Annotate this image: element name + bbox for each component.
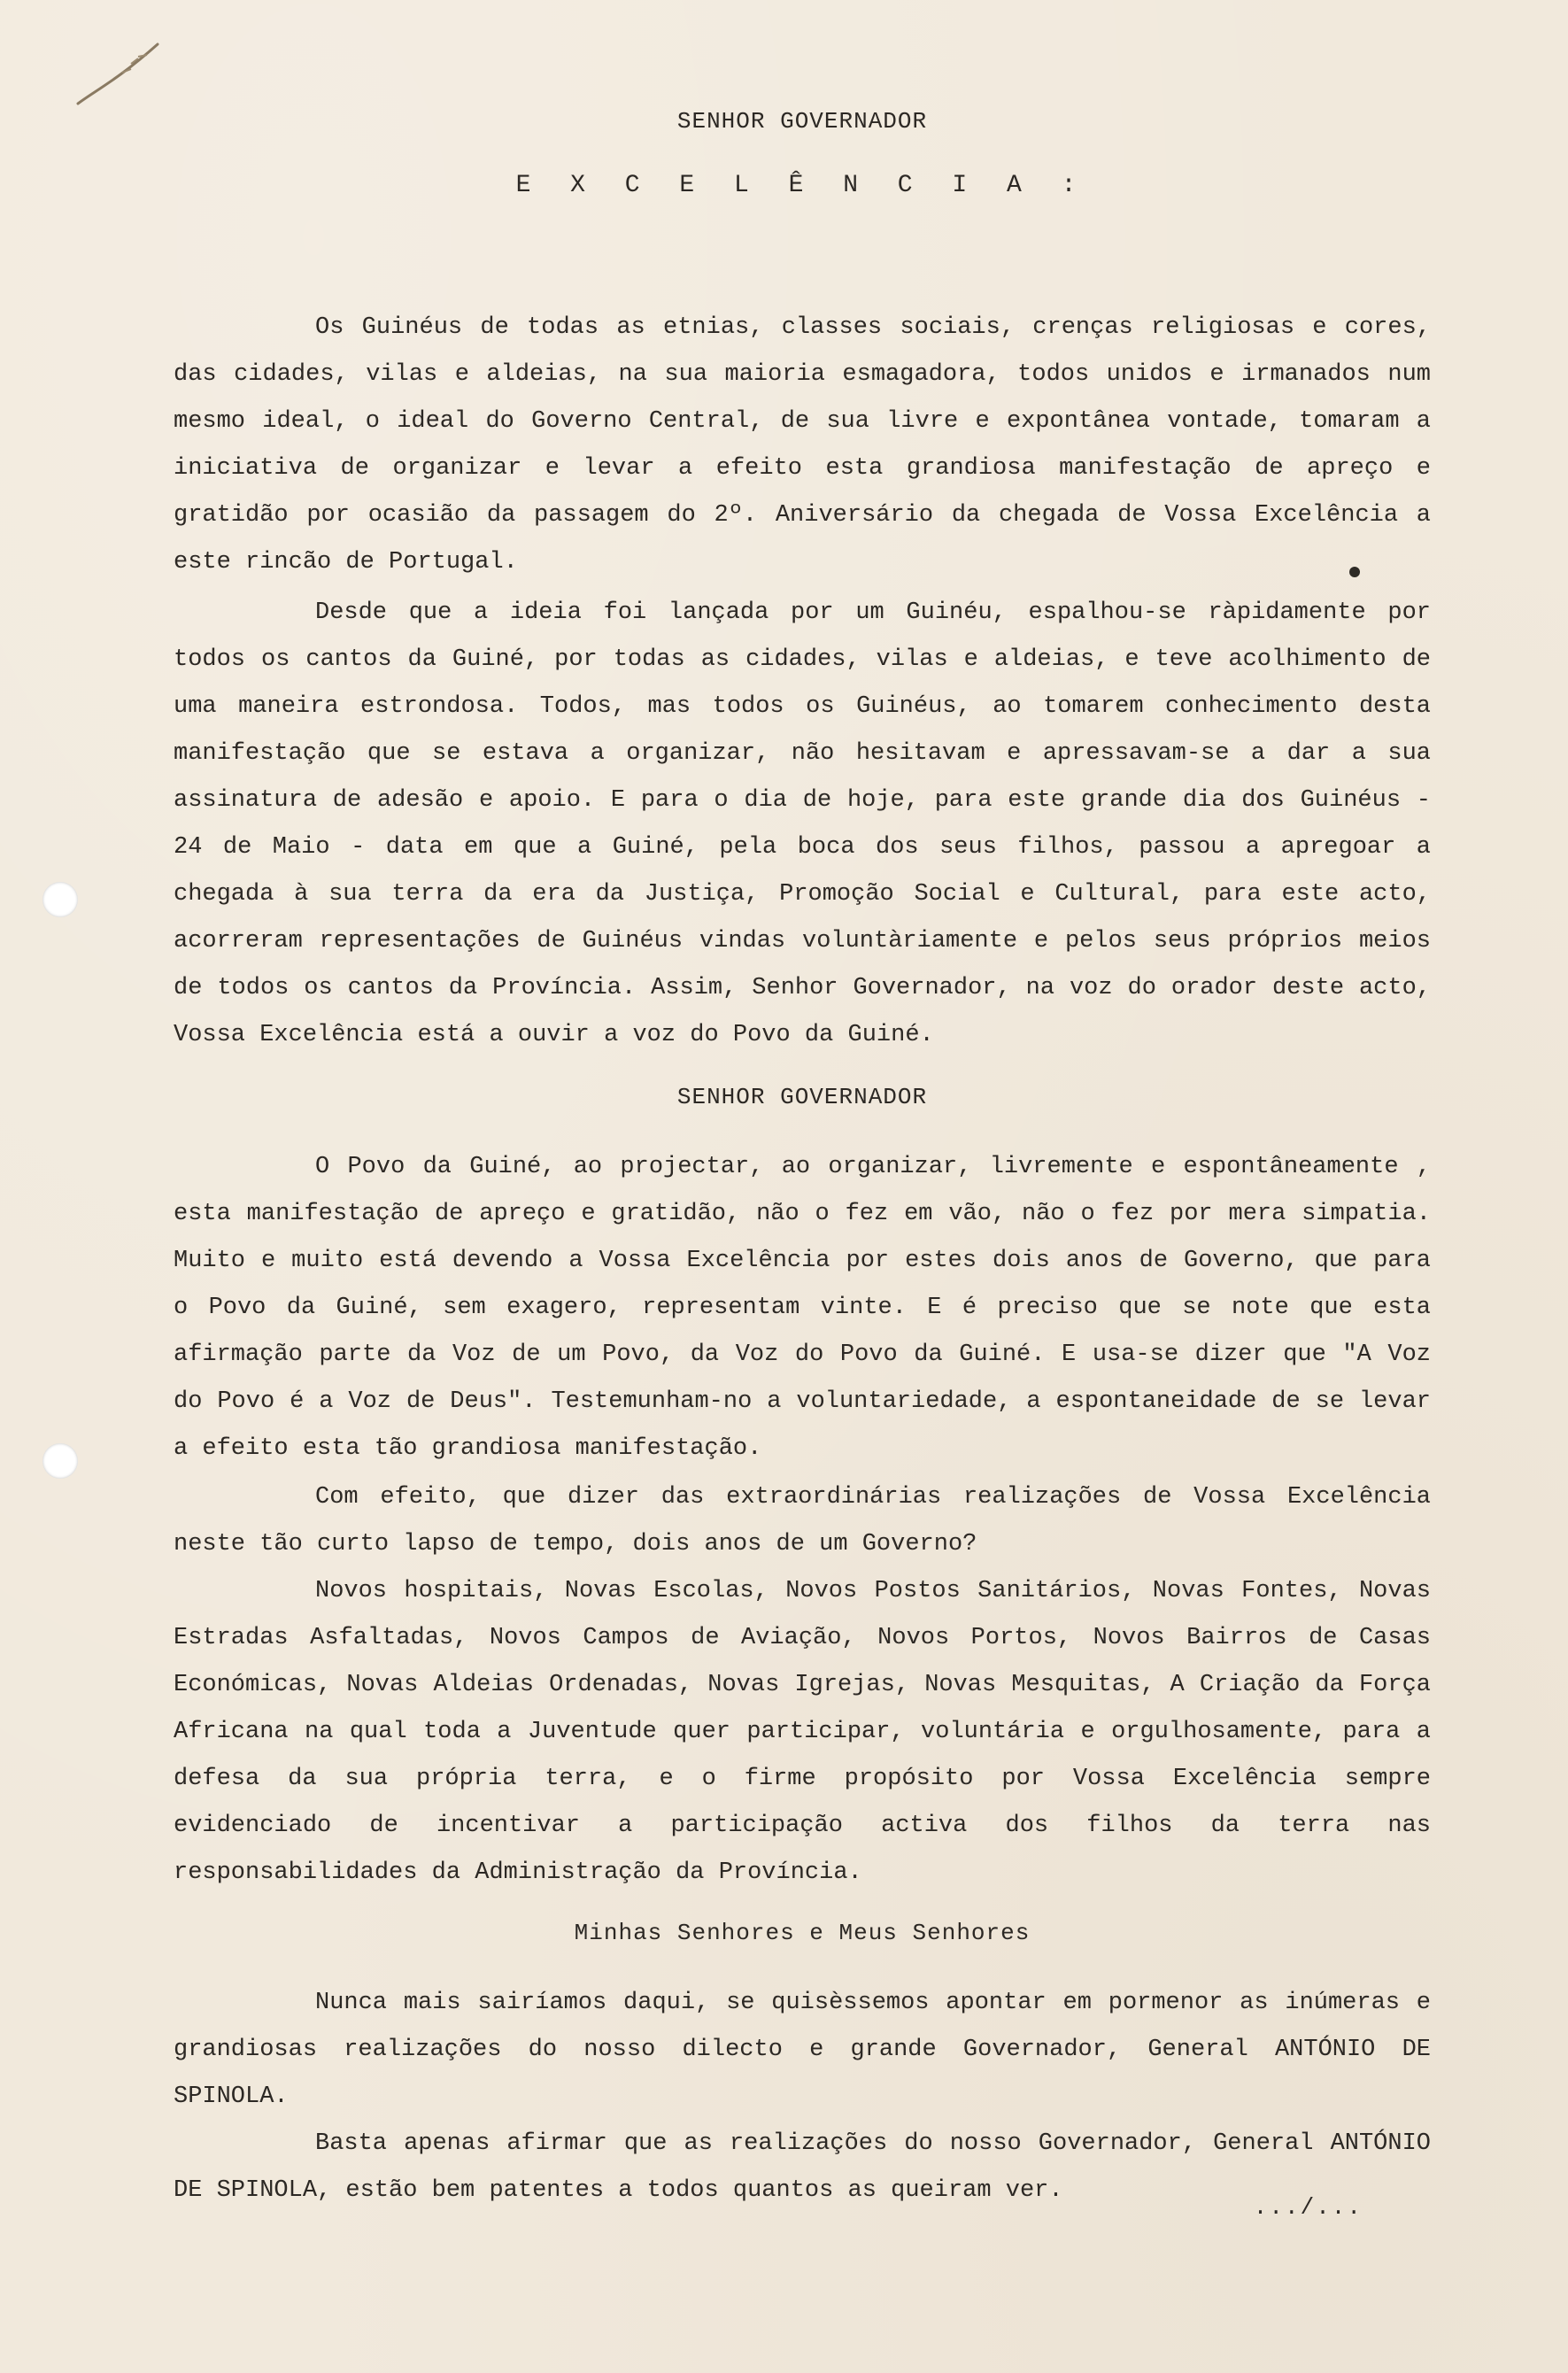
ink-mark-icon [69, 37, 166, 117]
heading-senhor-governador: SENHOR GOVERNADOR [676, 1084, 928, 1110]
paragraph-3: O Povo da Guiné, ao projectar, ao organizar, livremente e espontâneamente , esta manifestação de apreço e gratidão, não o fez em vão, não o fez por mera simpatia. Muito e muito está devendo a Vossa Excelência por estes dois anos de Governo, que para o Povo da Guiné, sem exagero, representam vinte. E é preciso que se note que esta afirmação parte da Voz de um Povo, da Voz do Povo da Guiné. E usa-se dizer que "A Voz do Povo é a Voz de Deus". Testemunham-no a voluntariedade, a espontaneidade de se levar a efeito esta tão grandiosa manifestação. [174, 1154, 1431, 1462]
paragraph-2: Desde que a ideia foi lançada por um Guinéu, espalhou-se ràpidamente por todos os cantos da Guiné, por todas as cidades, vilas e aldeias, e teve acolhimento de uma maneira estrondosa. Todos, mas todos os Guinéus, ao tomarem conhecimento desta manifestação que se estava a organizar, não hesitavam e apressavam-se a dar a sua assinatura de adesão e apoio. E para o dia de hoje, para este grande dia dos Guinéus - 24 de Maio - data em que a Guiné, pela boca dos seus filhos, passou a apregoar a chegada à sua terra da era da Justiça, Promoção Social e Cultural, para este acto, acorreram representações de Guinéus vindas voluntàriamente e pelos seus próprios meios de todos os cantos da Província. Assim, Senhor Governador, na voz do orador deste acto, Vossa Excelência está a ouvir a voz do Povo da Guiné. [174, 599, 1431, 1048]
paragraph-4: Com efeito, que dizer das extraordinárias realizações de Vossa Excelência neste tão curto lapso de tempo, dois anos de um Governo? [174, 1484, 1431, 1558]
page-title: SENHOR GOVERNADOR [676, 108, 928, 135]
salutation: E X C E L Ê N C I A : [515, 172, 1089, 199]
punch-hole-lower [42, 1443, 78, 1479]
punch-hole-upper [42, 882, 78, 917]
paragraph-1: Os Guinéus de todas as etnias, classes sociais, crenças religiosas e cores, das cidades, vilas e aldeias, na sua maioria esmagadora, todos unidos e irmanados num mesmo ideal, o ideal do Governo Central, de sua livre e expontânea vontade, tomaram a iniciativa de organizar e levar a efeito esta grandiosa manifestação de apreço e gratidão por ocasião da passagem do 2º. Aniversário da chegada de Vossa Excelência a este rincão de Portugal. [174, 314, 1431, 576]
continuation-mark: .../... [1253, 2194, 1363, 2221]
heading-minhas-senhores: Minhas Senhores e Meus Senhores [574, 1920, 1031, 1946]
paragraph-5: Novos hospitais, Novas Escolas, Novos Postos Sanitários, Novas Fontes, Novas Estradas Asfaltadas, Novos Campos de Aviação, Novos Portos, Novos Bairros de Casas Económicas, Novas Aldeias Ordenadas, Novas Igrejas, Novas Mesquitas, A Criação da Força Africana na qual toda a Juventude quer participar, voluntária e orgulhosamente, para a defesa da sua própria terra, e o firme propósito por Vossa Excelência sempre evidenciado de incentivar a participação activa dos filhos da terra nas responsabilidades da Administração da Província. [174, 1578, 1431, 1886]
paragraph-6: Nunca mais sairíamos daqui, se quisèssemos apontar em pormenor as inúmeras e grandiosas realizações do nosso dilecto e grande Governador, General ANTÓNIO DE SPINOLA. [174, 1990, 1431, 2110]
paragraph-7: Basta apenas afirmar que as realizações do nosso Governador, General ANTÓNIO DE SPINOLA, estão bem patentes a todos quantos as queiram ver. [174, 2130, 1431, 2204]
